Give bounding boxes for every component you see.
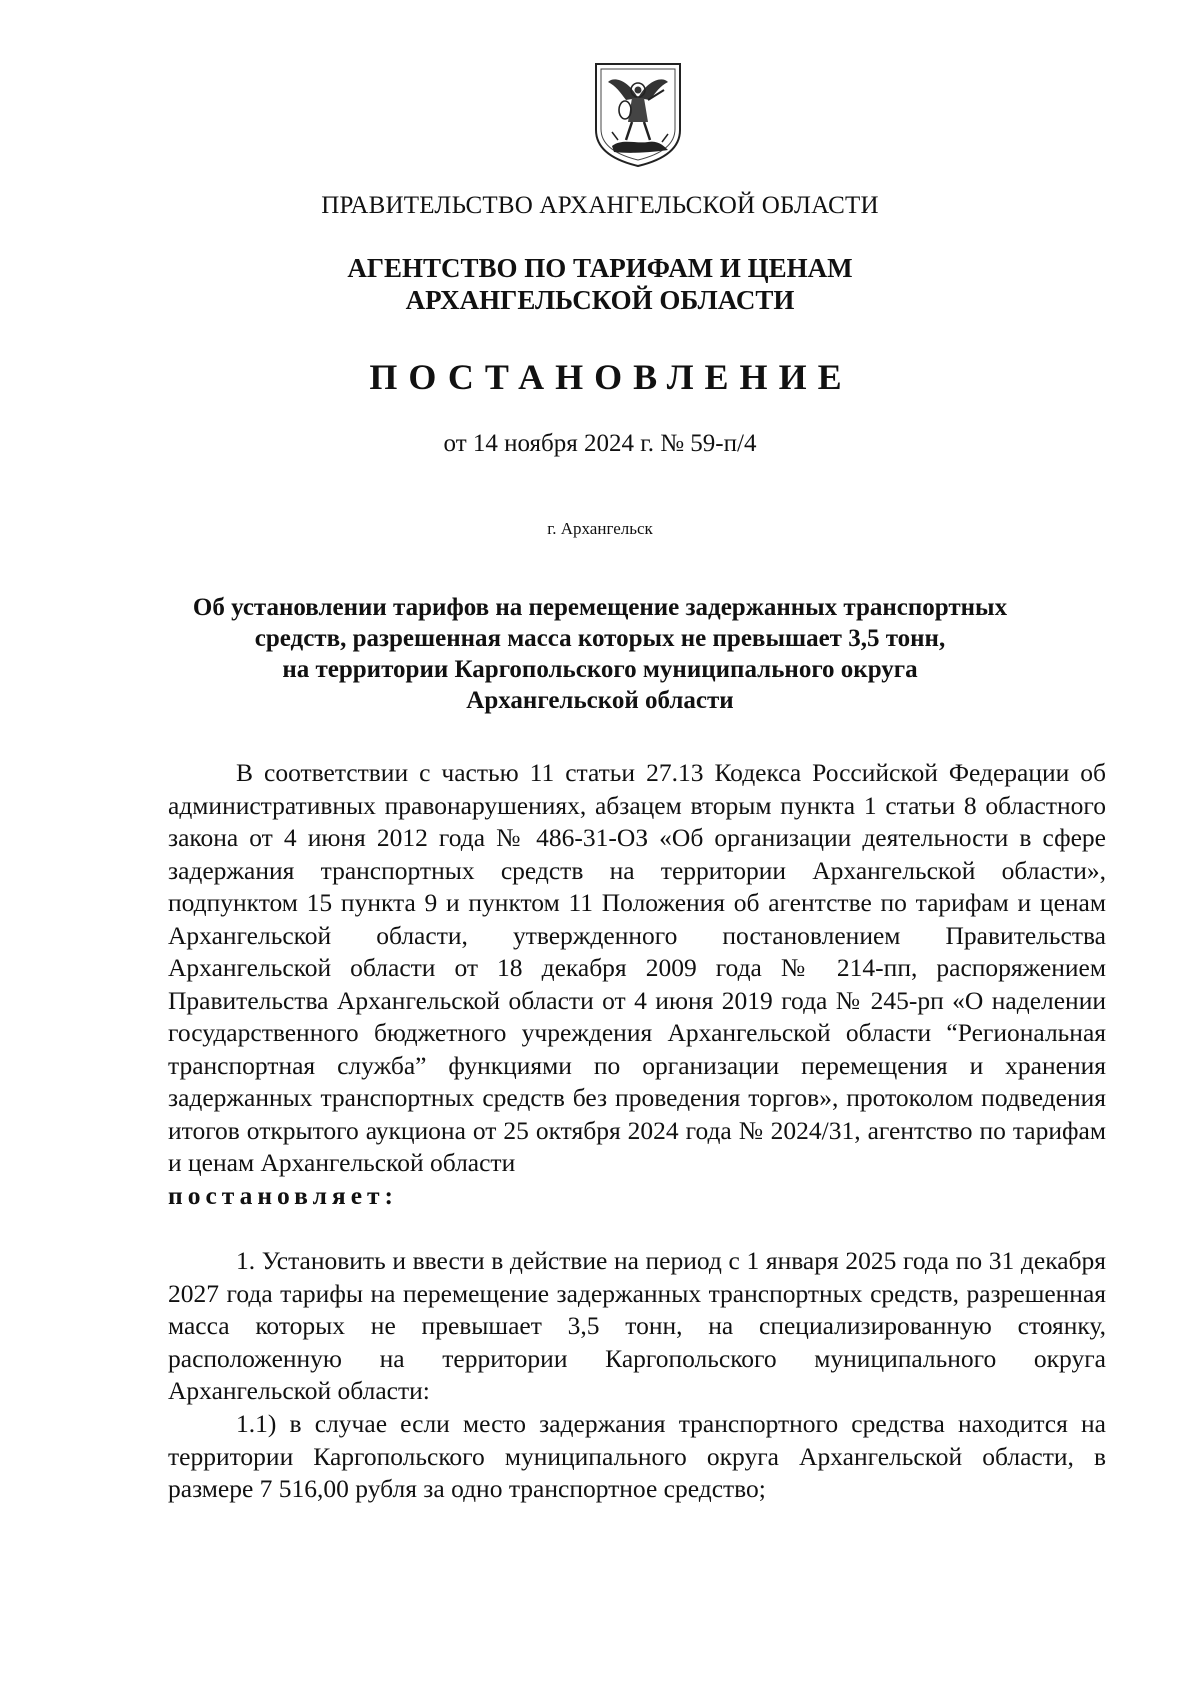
document-date-number: от 14 ноября 2024 г. № 59-п/4 — [443, 430, 757, 457]
preamble-paragraph — [168, 757, 1106, 1212]
item-1-1-paragraph: 1.1) в случае если место задержания транспортного средства находится на территории Каргопольского муниципального округа Архангельской области, в размере 7 516,00 рубля за одно транспортное средство; — [168, 1409, 1106, 1503]
document-city: г. Архангельск — [547, 519, 653, 538]
subject-line-1: Об установлении тарифов на перемещение задержанных транспортных — [192, 594, 1008, 621]
government-name: ПРАВИТЕЛЬСТВО АРХАНГЕЛЬСКОЙ ОБЛАСТИ — [321, 192, 879, 219]
agency-name — [0, 252, 1200, 316]
subject-line-4: Архангельской области — [466, 687, 734, 714]
arkhangelsk-coat-of-arms-icon — [592, 60, 684, 170]
document-type-title: ПОСТАНОВЛЕНИЕ — [369, 357, 853, 397]
item-1-paragraph: 1. Установить и ввести в действие на период с 1 января 2025 года по 31 декабря 2027 года тарифы на перемещение задержанных транспортных средств, разрешенная масса которых не превышает 3,5 тонн, на специализированную стоянку, расположенную на территории Каргопольского муниципального округа Архангельской области: — [168, 1246, 1106, 1405]
subject-line-2: средств, разрешенная масса которых не превышает 3,5 тонн, — [254, 625, 946, 652]
agency-name-line-1: АГЕНТСТВО ПО ТАРИФАМ И ЦЕНАМ — [347, 253, 853, 283]
resolves-word: постановляет: — [168, 1180, 399, 1210]
agency-name-line-2: АРХАНГЕЛЬСКОЙ ОБЛАСТИ — [405, 285, 795, 315]
preamble-text: В соответствии с частью 11 статьи 27.13 Кодекса Российской Федерации об административных правонарушениях, абзацем вторым пункта 1 статьи 8 областного закона от 4 июня 2012 года № 486-31-ОЗ «Об организации деятельности в сфере задержания транспортных средств на территории Архангельской области», подпунктом 15 пункта 9 и пунктом 11 Положения об агентстве по тарифам и ценам Архангельской области, утвержденного постановлением Правительства Архангельской области от 18 декабря 2009 года № 214-пп, распоряжением Правительства Архангельской области от 4 июня 2019 года № 245-рп «О наделении государственного бюджетного учреждения Архангельской области “Региональная транспортная служба” функциями по организации перемещения и хранения задержанных транспортных средств без проведения торгов», протоколом подведения итогов открытого аукциона от 25 октября 2024 года № 2024/31, агентство по тарифам и ценам Архангельской области — [168, 758, 1106, 1177]
subject-line-3: на территории Каргопольского муниципального округа — [282, 656, 918, 683]
document-subject — [0, 592, 1200, 716]
